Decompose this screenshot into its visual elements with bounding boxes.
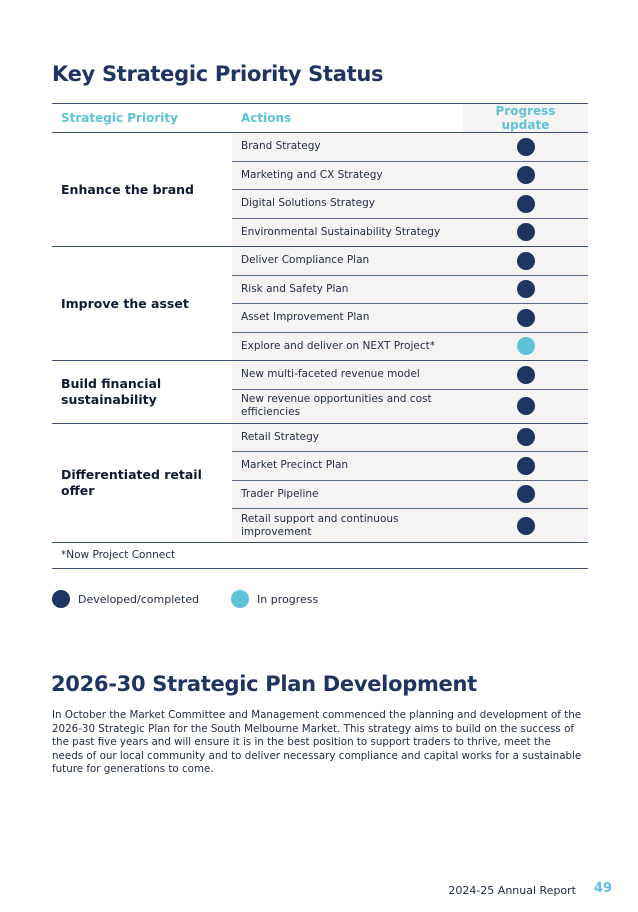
completed-status-icon xyxy=(517,166,535,184)
footer-report-title: 2024-25 Annual Report xyxy=(448,884,576,897)
in-progress-legend-icon xyxy=(231,590,249,608)
priority-cell: Differentiated retail offer xyxy=(52,423,232,543)
completed-status-icon xyxy=(517,138,535,156)
header-actions: Actions xyxy=(232,104,463,133)
in-progress-status-icon xyxy=(517,337,535,355)
progress-cell xyxy=(463,423,588,452)
action-cell: Asset Improvement Plan xyxy=(232,304,463,333)
legend-completed-label: Developed/completed xyxy=(78,592,200,606)
table-footnote: *Now Project Connect xyxy=(52,544,588,569)
completed-status-icon xyxy=(517,457,535,475)
table-row xyxy=(52,133,588,162)
legend-completed xyxy=(52,590,199,608)
completed-status-icon xyxy=(517,366,535,384)
progress-cell xyxy=(463,480,588,509)
completed-status-icon xyxy=(517,397,535,415)
priority-cell: Build financial sustainability xyxy=(52,361,232,424)
action-cell: Retail Strategy xyxy=(232,423,463,452)
progress-cell xyxy=(463,361,588,390)
completed-status-icon xyxy=(517,223,535,241)
completed-status-icon xyxy=(517,252,535,270)
progress-cell xyxy=(463,133,588,162)
completed-status-icon xyxy=(517,309,535,327)
section-title: 2026-30 Strategic Plan Development xyxy=(51,672,477,696)
action-cell: Risk and Safety Plan xyxy=(232,275,463,304)
progress-cell xyxy=(463,304,588,333)
progress-cell xyxy=(463,190,588,219)
completed-status-icon xyxy=(517,485,535,503)
table-row xyxy=(52,423,588,452)
page-title: Key Strategic Priority Status xyxy=(52,62,384,86)
completed-status-icon xyxy=(517,280,535,298)
completed-legend-icon xyxy=(52,590,70,608)
progress-cell xyxy=(463,275,588,304)
progress-cell xyxy=(463,161,588,190)
action-cell: Trader Pipeline xyxy=(232,480,463,509)
action-cell: Environmental Sustainability Strategy xyxy=(232,218,463,247)
action-cell: Market Precinct Plan xyxy=(232,452,463,481)
action-cell: Digital Solutions Strategy xyxy=(232,190,463,219)
progress-cell xyxy=(463,509,588,543)
header-progress-update: Progress update xyxy=(463,104,588,133)
table-row xyxy=(52,361,588,390)
priority-status-table xyxy=(52,103,588,543)
progress-cell xyxy=(463,218,588,247)
action-cell: Retail support and continuous improvement xyxy=(232,509,463,543)
progress-cell xyxy=(463,247,588,276)
priority-cell: Improve the asset xyxy=(52,247,232,361)
table-row xyxy=(52,247,588,276)
completed-status-icon xyxy=(517,517,535,535)
progress-cell xyxy=(463,452,588,481)
page-number: 49 xyxy=(593,881,612,896)
completed-status-icon xyxy=(517,195,535,213)
table-header-row xyxy=(52,104,588,133)
legend-in-progress xyxy=(231,590,318,608)
header-strategic-priority: Strategic Priority xyxy=(52,104,232,133)
action-cell: Explore and deliver on NEXT Project* xyxy=(232,332,463,361)
action-cell: Deliver Compliance Plan xyxy=(232,247,463,276)
progress-cell xyxy=(463,389,588,423)
action-cell: New revenue opportunities and cost efficiencies xyxy=(232,389,463,423)
action-cell: Marketing and CX Strategy xyxy=(232,161,463,190)
completed-status-icon xyxy=(517,428,535,446)
action-cell: Brand Strategy xyxy=(232,133,463,162)
priority-cell: Enhance the brand xyxy=(52,133,232,247)
progress-cell xyxy=(463,332,588,361)
section-body: In October the Market Committee and Management commenced the planning and development of the 2026-30 Strategic Plan for the South Melbourne Market. This strategy aims to build on the success of the past five years and will ensure it is in the best position to support traders to thrive, meet the needs of our local community and to deliver necessary compliance and capital works for a sustainable future for generations to come. xyxy=(52,709,582,775)
legend-in-progress-label: In progress xyxy=(257,592,319,606)
action-cell: New multi-faceted revenue model xyxy=(232,361,463,390)
